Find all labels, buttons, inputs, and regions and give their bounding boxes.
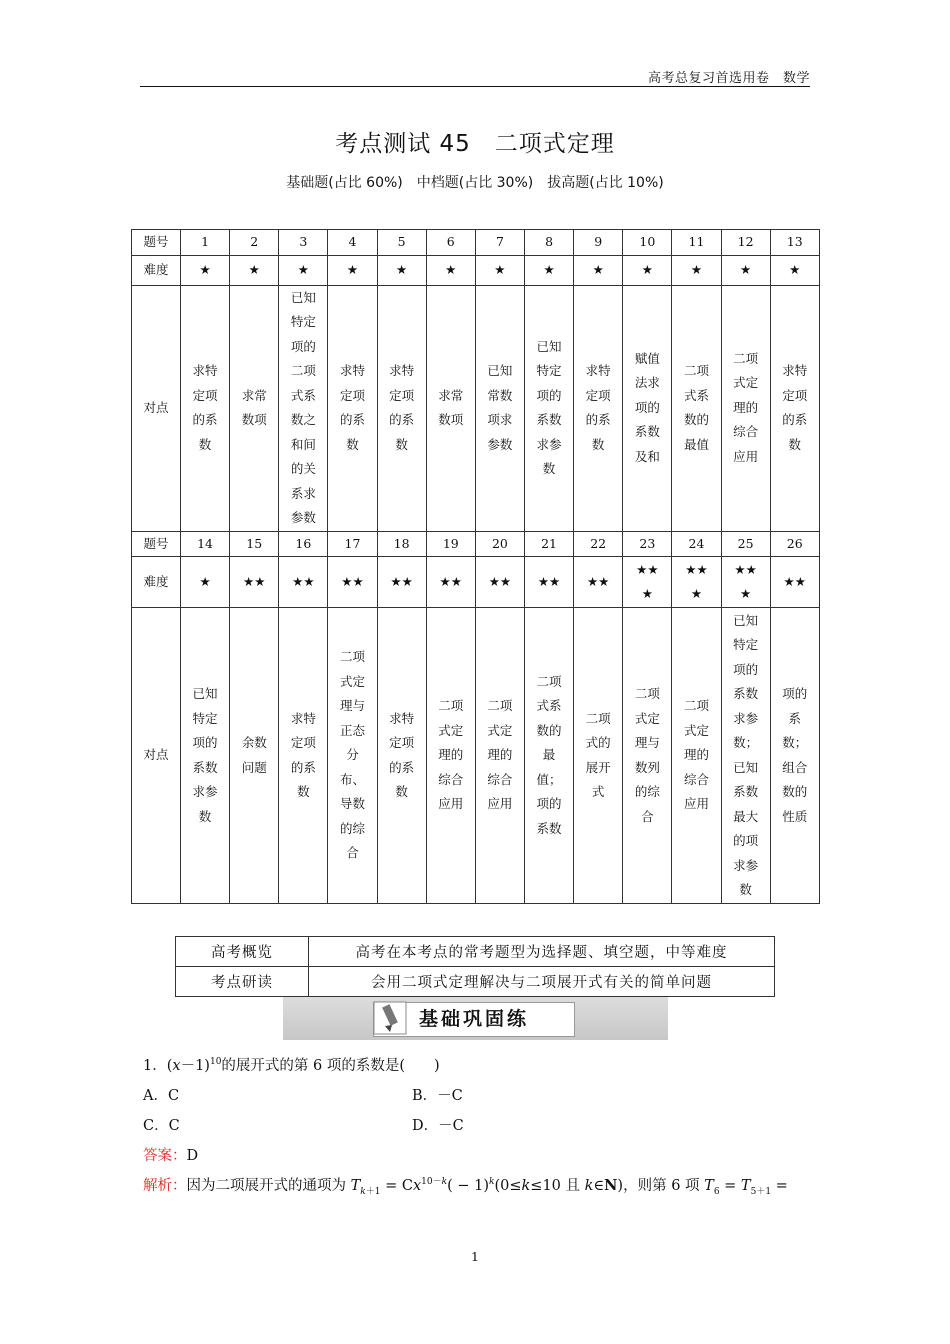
page-subtitle: 基础题(占比 60%) 中档题(占比 30%) 拔高题(占比 10%) [286, 175, 664, 191]
topic-cell [328, 608, 377, 904]
answer-label: 答案： [143, 1148, 187, 1164]
question-number-cell: 4 [328, 230, 377, 256]
q1-stem-prefix: 1．( [143, 1058, 173, 1074]
star-text: ★ [543, 261, 555, 277]
star-text: ★ [740, 261, 752, 277]
topic-cell [426, 608, 475, 904]
topic-text: 求特定项的系数 [389, 710, 415, 799]
topic-text: 已知特定项的系数求参数 [536, 338, 562, 476]
answer-line [143, 1144, 198, 1165]
topic-cell [721, 608, 770, 904]
topic-cell [328, 285, 377, 531]
row-label: 难度 [132, 557, 181, 608]
difficulty-cell [426, 557, 475, 608]
star-text: ★ [396, 261, 408, 277]
topic-cell [279, 285, 328, 531]
topic-text: 求特定项的系数 [290, 710, 316, 799]
q1-exponent: 10 [209, 1057, 222, 1068]
star-text: ★★ [242, 573, 266, 589]
question-number-cell: 12 [721, 230, 770, 256]
star-text: ★ [641, 261, 653, 277]
difficulty-cell [181, 557, 230, 608]
topic-cell [623, 285, 672, 531]
q1-stem-mid: －1) [180, 1058, 210, 1074]
question-number-cell: 8 [524, 230, 573, 256]
topic-text: 项的系数；组合数的性质 [782, 686, 808, 824]
question-number-cell: 23 [623, 531, 672, 557]
question-number-cell: 2 [230, 230, 279, 256]
topic-text: 二项式系数的最值；项的系数 [536, 673, 562, 836]
topic-cell [475, 285, 524, 531]
question-number-cell: 6 [426, 230, 475, 256]
difficulty-cell [230, 255, 279, 285]
topic-text: 二项式定理的综合应用 [438, 698, 464, 812]
star-text: ★★ [341, 573, 364, 589]
question-number-cell: 10 [623, 230, 672, 256]
question-number-cell: 3 [279, 230, 328, 256]
difficulty-cell [475, 255, 524, 285]
star-text: ★ [199, 573, 211, 589]
difficulty-cell [230, 557, 279, 608]
table-row [132, 531, 820, 557]
analysis-part: ≤10 且 [530, 1178, 585, 1194]
topic-cell [230, 285, 279, 531]
difficulty-cell [574, 557, 623, 608]
topic-text: 余数问题 [241, 735, 267, 775]
topic-cell [524, 608, 573, 904]
section-banner-label: 基础巩固练 [373, 1002, 575, 1037]
difficulty-cell [721, 255, 770, 285]
difficulty-cell [426, 255, 475, 285]
page-header: 高考总复习首选用卷 数学 [647, 71, 810, 86]
row-label: 题号 [132, 230, 181, 256]
topic-text: 求常数项 [438, 387, 464, 427]
topic-text: 二项式定理与正态分布、导数的综合 [339, 649, 365, 861]
difficulty-cell [279, 255, 328, 285]
section-banner [283, 997, 668, 1040]
topic-text: 已知特定项的二项式系数之和间的关系求参数 [290, 289, 316, 525]
question-number-cell: 1 [181, 230, 230, 256]
topic-cell [181, 285, 230, 531]
question-number-cell: 14 [181, 531, 230, 557]
star-text: ★★★ [636, 561, 659, 601]
topic-text: 二项式定理的综合应用 [683, 698, 709, 812]
topic-text: 求特定项的系数 [585, 363, 611, 452]
analysis-part: = [771, 1178, 788, 1194]
topic-cell [377, 608, 426, 904]
star-text: ★ [592, 261, 604, 277]
analysis-part: = C [380, 1178, 413, 1194]
question-number-cell: 25 [721, 531, 770, 557]
option-b: B．－C [412, 1088, 463, 1104]
difficulty-cell [574, 255, 623, 285]
difficulty-cell [377, 557, 426, 608]
row-label: 对点 [132, 285, 181, 531]
topic-text: 二项式定理的综合应用 [487, 698, 513, 812]
topic-cell [524, 285, 573, 531]
analysis-part: ( − 1) [447, 1178, 489, 1194]
topic-cell [475, 608, 524, 904]
topic-cell [574, 608, 623, 904]
star-text: ★★★ [734, 561, 757, 601]
topic-text: 求常数项 [241, 387, 267, 427]
question-number-cell: 22 [574, 531, 623, 557]
star-text: ★ [248, 261, 260, 277]
analysis-part: N [604, 1177, 618, 1194]
topic-cell [426, 285, 475, 531]
table-row [132, 230, 820, 256]
difficulty-cell [328, 255, 377, 285]
star-text: ★★ [488, 573, 512, 589]
topic-text: 二项式定理与数列的综合 [634, 686, 660, 824]
study-key: 考点研读 [176, 967, 309, 997]
difficulty-cell [623, 557, 672, 608]
topic-cell [230, 608, 279, 904]
analysis-part: = [719, 1178, 741, 1194]
topic-cell [672, 285, 721, 531]
difficulty-cell [770, 255, 819, 285]
difficulty-cell [328, 557, 377, 608]
topic-cell [623, 608, 672, 904]
question-number-cell: 21 [524, 531, 573, 557]
overview-key: 高考概览 [176, 937, 309, 967]
overview-value: 高考在本考点的常考题型为选择题、填空题，中等难度 [309, 937, 775, 967]
page-title: 考点测试 45 二项式定理 [335, 131, 615, 157]
star-text: ★★ [537, 573, 561, 589]
question-1-stem [143, 1054, 440, 1075]
study-value: 会用二项式定理解决与二项展开式有关的简单问题 [309, 967, 775, 997]
star-text: ★ [494, 261, 506, 277]
question-number-cell: 24 [672, 531, 721, 557]
star-text: ★★ [783, 573, 806, 589]
question-number-cell: 18 [377, 531, 426, 557]
table-row [132, 557, 820, 608]
page-number: 1 [471, 1249, 479, 1264]
difficulty-cell [475, 557, 524, 608]
question-number-cell: 17 [328, 531, 377, 557]
difficulty-cell [377, 255, 426, 285]
topic-cell [770, 608, 819, 904]
topic-cell [574, 285, 623, 531]
star-text: ★ [789, 261, 801, 277]
star-text: ★ [199, 261, 211, 277]
question-number-cell: 9 [574, 230, 623, 256]
star-text: ★★★ [685, 561, 708, 601]
star-text: ★★ [390, 573, 413, 589]
analysis-part: )，则第 6 项 [617, 1178, 705, 1194]
topic-cell [181, 608, 230, 904]
row-label: 难度 [132, 255, 181, 285]
analysis-part: (0≤ [494, 1178, 522, 1194]
question-number-cell: 15 [230, 531, 279, 557]
topic-text: 求特定项的系数 [339, 363, 365, 452]
table-row [132, 255, 820, 285]
question-number-cell: 13 [770, 230, 819, 256]
option-d: D．－C [412, 1118, 464, 1134]
topic-cell [279, 608, 328, 904]
overview-table [175, 936, 775, 997]
star-text: ★ [690, 261, 703, 277]
difficulty-cell [770, 557, 819, 608]
star-text: ★ [346, 261, 359, 277]
topic-text: 二项式的展开式 [585, 710, 611, 799]
question-number-cell: 20 [475, 531, 524, 557]
q1-stem-suffix: 的展开式的第 6 项的系数是( ) [221, 1058, 440, 1074]
table-row [132, 608, 820, 904]
difficulty-cell [279, 557, 328, 608]
row-label: 题号 [132, 531, 181, 557]
star-text: ★ [445, 261, 457, 277]
topic-cell [377, 285, 426, 531]
topic-cell [672, 608, 721, 904]
difficulty-cell [623, 255, 672, 285]
star-text: ★★ [439, 573, 462, 589]
topic-text: 二项式定理的综合应用 [733, 350, 759, 464]
difficulty-cell [524, 255, 573, 285]
topic-text: 二项式系数的最值 [683, 363, 709, 452]
difficulty-cell [721, 557, 770, 608]
topic-cell [721, 285, 770, 531]
topic-text: 赋值法求项的系数及和 [634, 350, 660, 464]
analysis-part: 因为二项展开式的通项为 [186, 1178, 351, 1194]
analysis-part: ∈ [593, 1178, 605, 1194]
difficulty-cell [524, 557, 573, 608]
analysis-label: 解析： [143, 1178, 187, 1194]
difficulty-table [131, 229, 820, 904]
q1-var: x [172, 1058, 181, 1074]
answer-value: D [186, 1148, 199, 1164]
option-a: A．C [143, 1088, 180, 1104]
question-number-cell: 7 [475, 230, 524, 256]
topic-text: 已知常数项求参数 [487, 363, 513, 452]
option-c: C．C [143, 1118, 180, 1134]
row-label: 对点 [132, 608, 181, 904]
topic-text: 求特定项的系数 [192, 363, 218, 452]
table-row [132, 285, 820, 531]
difficulty-cell [181, 255, 230, 285]
star-text: ★★ [586, 573, 610, 589]
pencil-icon [373, 1001, 407, 1035]
header-rule [140, 86, 810, 87]
question-number-cell: 11 [672, 230, 721, 256]
topic-text: 求特定项的系数 [389, 363, 415, 452]
topic-text: 求特定项的系数 [782, 363, 808, 452]
question-number-cell: 26 [770, 531, 819, 557]
star-text: ★ [297, 261, 309, 277]
topic-text: 已知特定项的系数求参数 [192, 686, 218, 824]
topic-text: 已知特定项的系数求参数；已知系数最大的项求参数 [733, 612, 759, 897]
topic-cell [770, 285, 819, 531]
difficulty-cell [672, 255, 721, 285]
analysis-line: 解析：因为二项展开式的通项为 $T_{k+1} = Cx^{10-k}( - 1)^k(0\le k\le 10$ 且 k∈N)，则第 6 项 $T_6 = T_{5+1}$ = [143, 1177, 788, 1197]
question-number-cell: 19 [426, 531, 475, 557]
question-number-cell: 5 [377, 230, 426, 256]
difficulty-cell [672, 557, 721, 608]
question-number-cell: 16 [279, 531, 328, 557]
star-text: ★★ [292, 573, 315, 589]
